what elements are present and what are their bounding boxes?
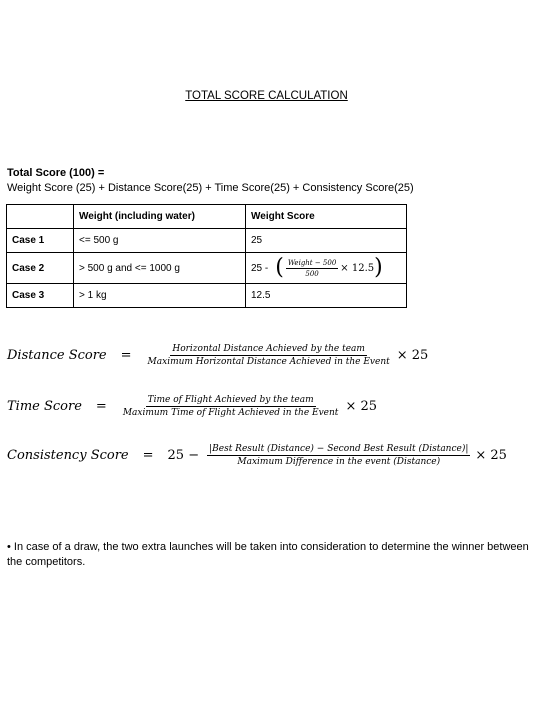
- table-row: [7, 284, 407, 308]
- right-paren-glyph: ): [374, 255, 383, 280]
- formula-lhs: Time Score: [7, 399, 82, 414]
- formula-numerator: Horizontal Distance Achieved by the team: [172, 344, 365, 354]
- distance-score-formula: [7, 344, 428, 367]
- formula-suffix: × 12.5: [340, 262, 375, 274]
- formula-multiplier: × 25: [396, 348, 429, 363]
- case-label: Case 2: [7, 253, 74, 284]
- weight-score-table: [6, 204, 407, 308]
- case-label: Case 1: [7, 229, 74, 253]
- formula-lhs: Consistency Score: [7, 448, 129, 463]
- formula-multiplier: × 25: [475, 448, 507, 463]
- equals-sign: =: [142, 448, 154, 463]
- formula-denominator: Maximum Horizontal Distance Achieved in the Event: [147, 357, 390, 367]
- table-row: [7, 229, 407, 253]
- tie-break-note: • In case of a draw, the two extra launches will be taken into consideration to determine the winner between the competitors.: [7, 541, 529, 568]
- weight-score: 12.5: [246, 284, 407, 308]
- formula-denominator: 500: [305, 269, 319, 278]
- formula-prefix: 25 -: [251, 262, 269, 274]
- formula-denominator: Maximum Difference in the event (Distance): [237, 457, 441, 467]
- left-paren-glyph: (: [268, 255, 284, 280]
- page-title: TOTAL SCORE CALCULATION: [185, 90, 348, 102]
- table-header-cell: [7, 205, 74, 229]
- formula-multiplier: × 25: [345, 399, 378, 414]
- total-score-heading: Total Score (100) =: [7, 167, 105, 179]
- formula-numerator: Time of Flight Achieved by the team: [147, 395, 314, 405]
- table-header-cell: Weight Score: [246, 205, 407, 229]
- weight-range: > 500 g and <= 1000 g: [74, 253, 246, 284]
- formula-denominator: Maximum Time of Flight Achieved in the Event: [122, 408, 339, 418]
- time-score-formula: [7, 395, 377, 418]
- table-header-row: [7, 205, 407, 229]
- table-header-cell: Weight (including water): [74, 205, 246, 229]
- weight-range: <= 500 g: [74, 229, 246, 253]
- weight-score-formula: [246, 253, 407, 284]
- formula-numerator: |Best Result (Distance) − Second Best Result (Distance)|: [209, 444, 469, 454]
- formula-numerator: Weight − 500: [287, 258, 337, 267]
- formula-base: 25 −: [167, 448, 200, 463]
- equals-sign: =: [95, 399, 107, 414]
- formula-lhs: Distance Score: [7, 348, 107, 363]
- total-score-breakdown: Weight Score (25) + Distance Score(25) + Time Score(25) + Consistency Score(25): [7, 182, 414, 194]
- weight-score: 25: [246, 229, 407, 253]
- case-label: Case 3: [7, 284, 74, 308]
- equals-sign: =: [120, 348, 132, 363]
- table-row: [7, 253, 407, 284]
- weight-range: > 1 kg: [74, 284, 246, 308]
- consistency-score-formula: [7, 444, 507, 467]
